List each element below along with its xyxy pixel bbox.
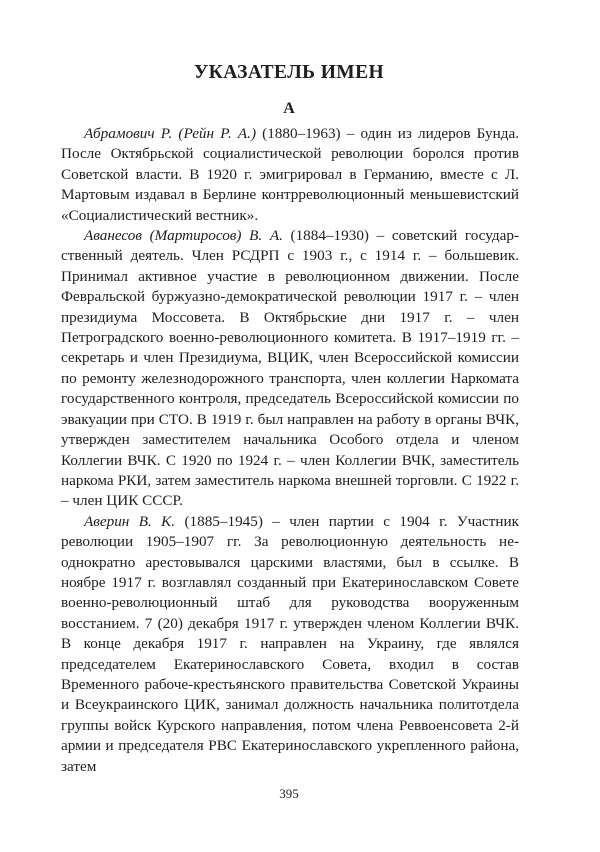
entry-name: Аванесов (Мартиросов) В. А. [84,227,283,245]
entry-text: (1884–1930) – советский государственный деятель. Член РСДРП с 1903 г., с 1914 г. – большевик. Принимал активное участие в революционном движении. После Февральской буржуазно-демократической революции 1917 г. – член президиума Моссовета. В Октябрьские дни 1917 г. – член Петроградского военно-революционного комитета. В 1917–1919 гг. – секретарь и член Президиума, ВЦИК, член Всероссийской комиссии по ремонту железнодорожного транспорта, член коллегии Наркомата государственного контроля, председатель Всероссийской комиссии по эвакуации при СТО. В 1919 г. был направлен на работу в органы ВЧК, утвержден заместителем начальника Особого отдела и членом Коллегии ВЧК. С 1920 по 1924 г. – член Коллегии ВЧК, заместитель наркома РКИ, затем заместитель наркома внешней торговли. С 1922 г. – член ЦИК СССР. [61,227,519,510]
entry-text: (1880–1963) – один из лидеров Бунда. После Октябрьской социалистической революции боролся против Советской власти. В 1920 г. эмигрировал в Германию, вместе с Л. Мартовым издавал в Берлине контрреволюционный меньшевистский «Социалистический вестник». [61,125,519,224]
page-number: 395 [279,786,299,801]
entry-name: Абрамович Р. (Рейн Р. А.) [84,125,257,142]
page-title: УКАЗАТЕЛЬ ИМЕН [193,62,385,83]
entry-name: Аверин В. К. [84,512,176,530]
index-entries [61,124,519,777]
index-entry [61,512,519,777]
index-entry [61,124,519,226]
section-letter: А [283,100,295,117]
index-entry [61,226,519,512]
entry-text: (1885–1945) – член партии с 1904 г. Участник революции 1905–1907 гг. За революционную деятельность неоднократно арестовывался царскими властями, был в ссылке. В ноябре 1917 г. возглавлял созданный при Екатеринославском Совете военно-революционный штаб для руководства вооруженным восстанием. 7 (20) декабря 1917 г. утвержден членом Коллегии ВЧК. В конце декабря 1917 г. направлен на Украину, где являлся председателем Екатеринославского Совета, входил в состав Временного рабоче-крестьянского правительства Советской Украины и Всеукраинского ЦИК, занимал должность начальника политотдела группы войск Курского направления, потом члена Реввоенсовета 2-й армии и председателя РВС Екатеринославского укрепленного района, затем [61,512,519,775]
